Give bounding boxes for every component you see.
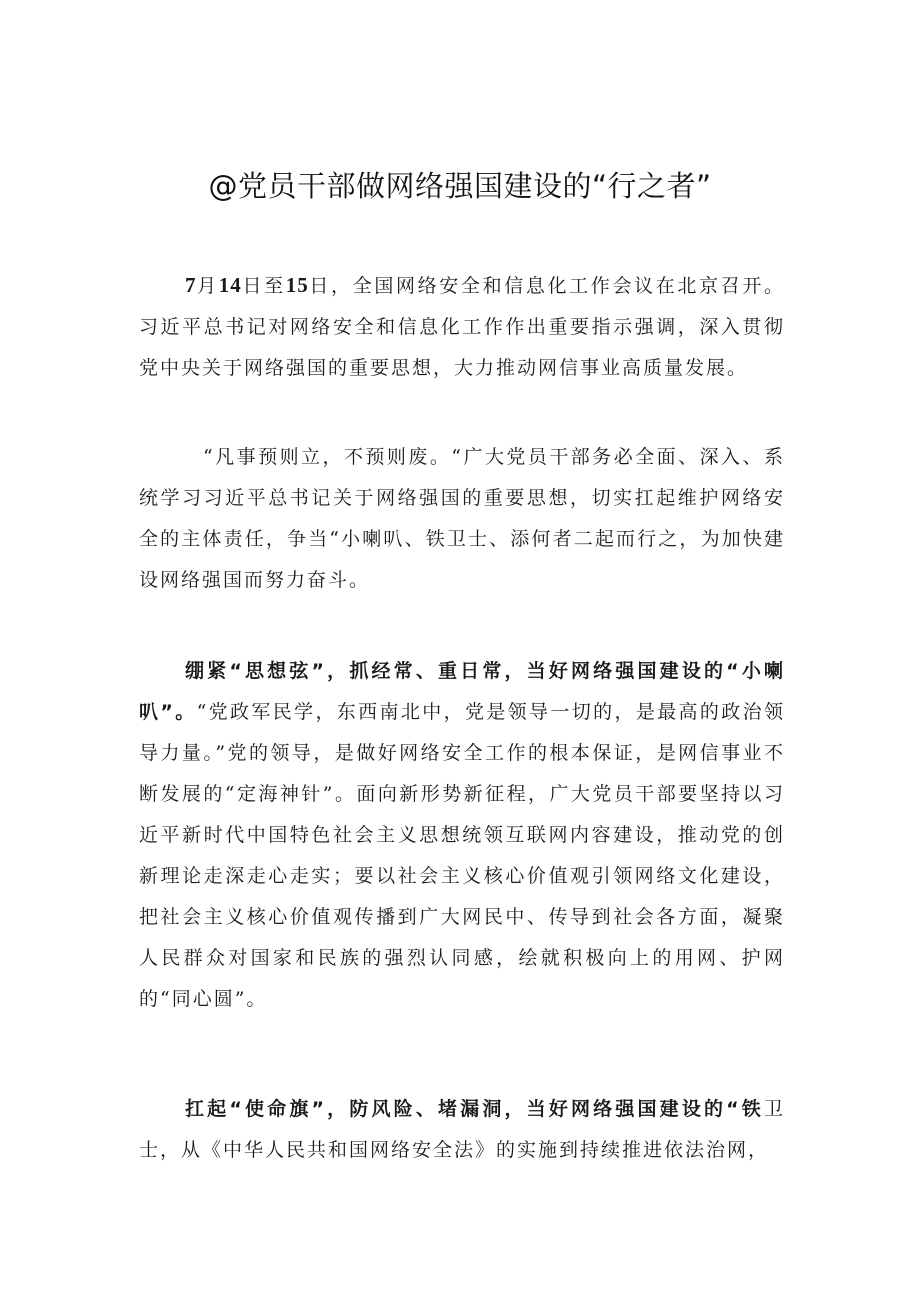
date-end-day: 15 [285,273,309,297]
paragraph-preparedness-body: “凡事预则立，不预则废。“广大党员干部务必全面、深入、系统学习习近平总书记关于网络强国的重要思想，切实扛起维护网络安全的主体责任，争当“小喇叭、铁卫士、添何者二起而行之，为加快建设网络强国而努力奋斗。 [139,446,785,591]
paragraph-conference-body: 日，全国网络安全和信息化工作会议在北京召开。习近平总书记对网络安全和信息化工作作出重要指示强调，深入贯彻党中央关于网络强国的重要思想，大力推动网信事业高质量发展。 [139,275,785,379]
date-start-day: 14 [218,273,242,297]
paragraph-mission [139,1089,785,1171]
date-month-number: 7 [185,273,197,297]
paragraph-mission-body: 卫士，从《中华人民共和国网络安全法》的实施到持续推进依法治网， [139,1098,785,1161]
paragraph-preparedness [139,437,785,601]
paragraph-ideology [139,651,785,1020]
document-title: @党员干部做网络强国建设的“行之者” [208,169,712,203]
date-range-joiner: 日至 [241,275,286,297]
paragraph-ideology-heading: 绷紧“思想弦”，抓经常、重日常，当好网络强国建设的“小喇叭”。 [139,660,785,723]
paragraph-ideology-body: “党政军民学，东西南北中，党是领导一切的，是最高的政治领导力量。”党的领导，是做好网络安全工作的根本保证，是网信事业不断发展的“定海神针”。面向新形势新征程，广大党员干部要坚持以习近平新时代中国特色社会主义思想统领互联网内容建设，推动党的创新理论走深走心走实；要以社会主义核心价值观引领网络文化建设，把社会主义核心价值观传播到广大网民中、传导到社会各方面，凝聚人民群众对国家和民族的强烈认同感，绘就积极向上的用网、护网的“同心圆”。 [139,701,785,1010]
date-month-unit: 月 [196,275,219,297]
paragraph-conference [139,265,785,389]
paragraph-mission-heading: 扛起“使命旗”，防风险、堵漏洞，当好网络强国建设的“铁 [185,1098,764,1120]
